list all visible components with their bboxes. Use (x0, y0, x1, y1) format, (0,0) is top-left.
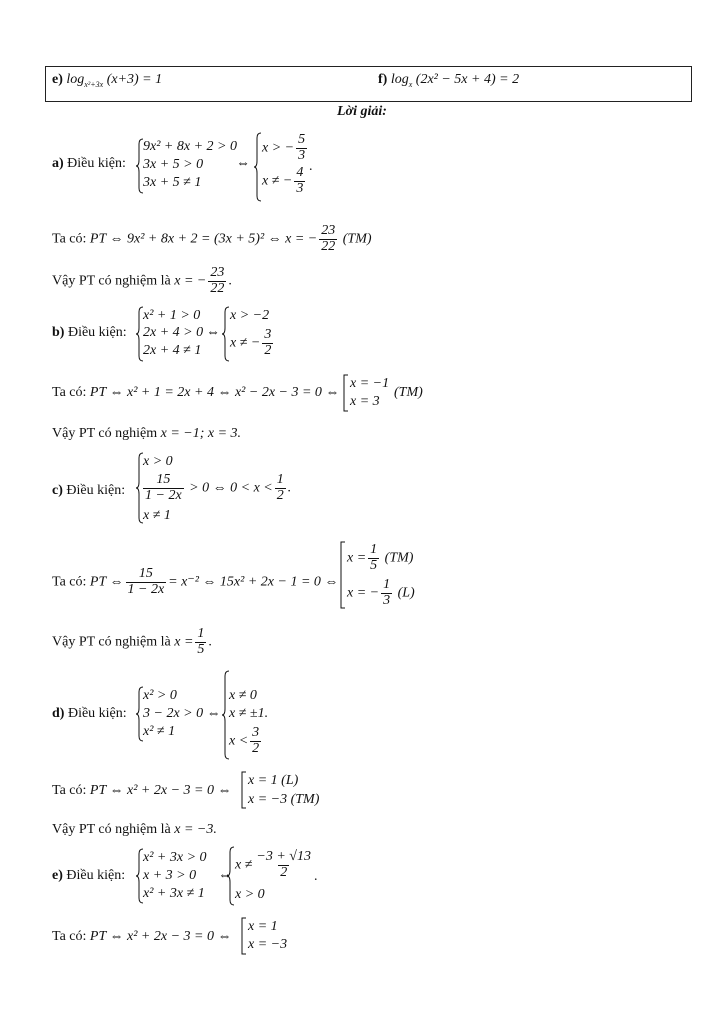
a-cond-3: 3x + 5 ≠ 1 (143, 175, 202, 190)
e-condition-label: e) Điều kiện: (52, 868, 126, 883)
e-cond-1: x² + 3x > 0 (143, 850, 207, 865)
d-cond-2: 3 − 2x > 0 ⇔ (143, 706, 221, 721)
e-sol-cond-2: x > 0 (235, 887, 265, 902)
brace (254, 132, 262, 202)
e-root-2: x = −3 (248, 937, 288, 952)
d-cond-3: x² ≠ 1 (143, 724, 176, 739)
b-root-1: x = −1 (350, 376, 390, 391)
a-conclusion: Vậy PT có nghiệm là x = − $\frac{23}{22}$ . (52, 265, 232, 296)
brace (227, 846, 235, 906)
d-sol-cond-3: x < $\frac{3}{2}$ (229, 725, 260, 756)
d-root-1: x = 1 (L) (248, 773, 299, 788)
b-root-2: x = 3 (350, 394, 380, 409)
c-conclusion: Vậy PT có nghiệm là x = $\frac{1}{5}$ . (52, 626, 212, 657)
b-cond-2: 2x + 4 > 0 (143, 325, 204, 340)
c-cond-2: $\frac{15}{1 - 2x}$ > 0 ⇔ 0 < x < $\frac{1}{2}$ . (145, 472, 292, 503)
equiv: ⇔ (236, 156, 250, 171)
a-sol-cond-1: x > − $\frac{5}{3}$ (262, 132, 306, 163)
d-conclusion: Vậy PT có nghiệm là x = −3. (52, 822, 217, 837)
bracket (241, 771, 247, 809)
a-ta-co: Ta có: PT ⇔ 9x² + 8x + 2 = (3x + 5)² ⇔ x = − $\frac{23}{22}$ (TM) (52, 223, 372, 254)
b-ta-co: Ta có: PT ⇔ x² + 1 = 2x + 4 ⇔ x² − 2x − 3 = 0 ⇔ (52, 385, 340, 400)
c-root-2: x = − $\frac{1}{3}$ (L) (347, 577, 415, 608)
c-cond-1: x > 0 (143, 454, 173, 469)
e-sol-cond-1: x ≠ $\frac{-3 + √13}{2}$ (235, 849, 311, 880)
b-cond-1: x² + 1 > 0 (143, 308, 201, 323)
d-cond-1: x² > 0 (143, 688, 177, 703)
bracket (340, 541, 346, 609)
c-condition-label: c) Điều kiện: (52, 483, 126, 498)
c-ta-co: Ta có: PT ⇔ $\frac{15}{1 - 2x}$ = x⁻² ⇔ 15x² + 2x − 1 = 0 ⇔ (52, 566, 339, 597)
d-root-2: x = −3 (TM) (248, 792, 320, 807)
b-sol-cond-1: x > −2 (230, 308, 270, 323)
d-condition-label: d) Điều kiện: (52, 706, 127, 721)
e-root-1: x = 1 (248, 919, 278, 934)
d-sol-cond-2: x ≠ ±1. (229, 706, 269, 721)
d-ta-co: Ta có: PT ⇔ x² + 2x − 3 = 0 ⇔ (52, 783, 232, 798)
e-ta-co: Ta có: PT ⇔ x² + 2x − 3 = 0 ⇔ (52, 929, 232, 944)
brace (222, 306, 230, 362)
b-conclusion: Vậy PT có nghiệm x = −1; x = 3. (52, 426, 242, 441)
a-condition-label: a) Điều kiện: (52, 156, 126, 171)
a-cond-1: 9x² + 8x + 2 > 0 (143, 139, 237, 154)
solution-title: Lời giải: (337, 104, 387, 119)
b-condition-label: b) Điều kiện: (52, 325, 127, 340)
exercise-f: f) $\log_x (2x^2 - 5x + 4) = 2$ (378, 72, 520, 89)
a-cond-2: 3x + 5 > 0 (143, 157, 204, 172)
exercise-e: e) $\log_{x^2+3x} (x+3) = 1$ (52, 72, 163, 89)
bracket (241, 917, 247, 955)
c-cond-3: x ≠ 1 (143, 508, 171, 523)
e-cond-2: x + 3 > 0 (143, 868, 197, 883)
d-sol-cond-1: x ≠ 0 (229, 688, 257, 703)
a-sol-cond-2: x ≠ − $\frac{4}{3}$ (262, 165, 304, 196)
c-root-1: x = $\frac{1}{5}$ (TM) (347, 542, 414, 573)
b-sol-cond-2: x ≠ − $\frac{3}{2}$ (230, 327, 272, 358)
e-cond-3: x² + 3x ≠ 1 (143, 886, 205, 901)
b-cond-3: 2x + 4 ≠ 1 (143, 343, 202, 358)
bracket (343, 374, 349, 412)
